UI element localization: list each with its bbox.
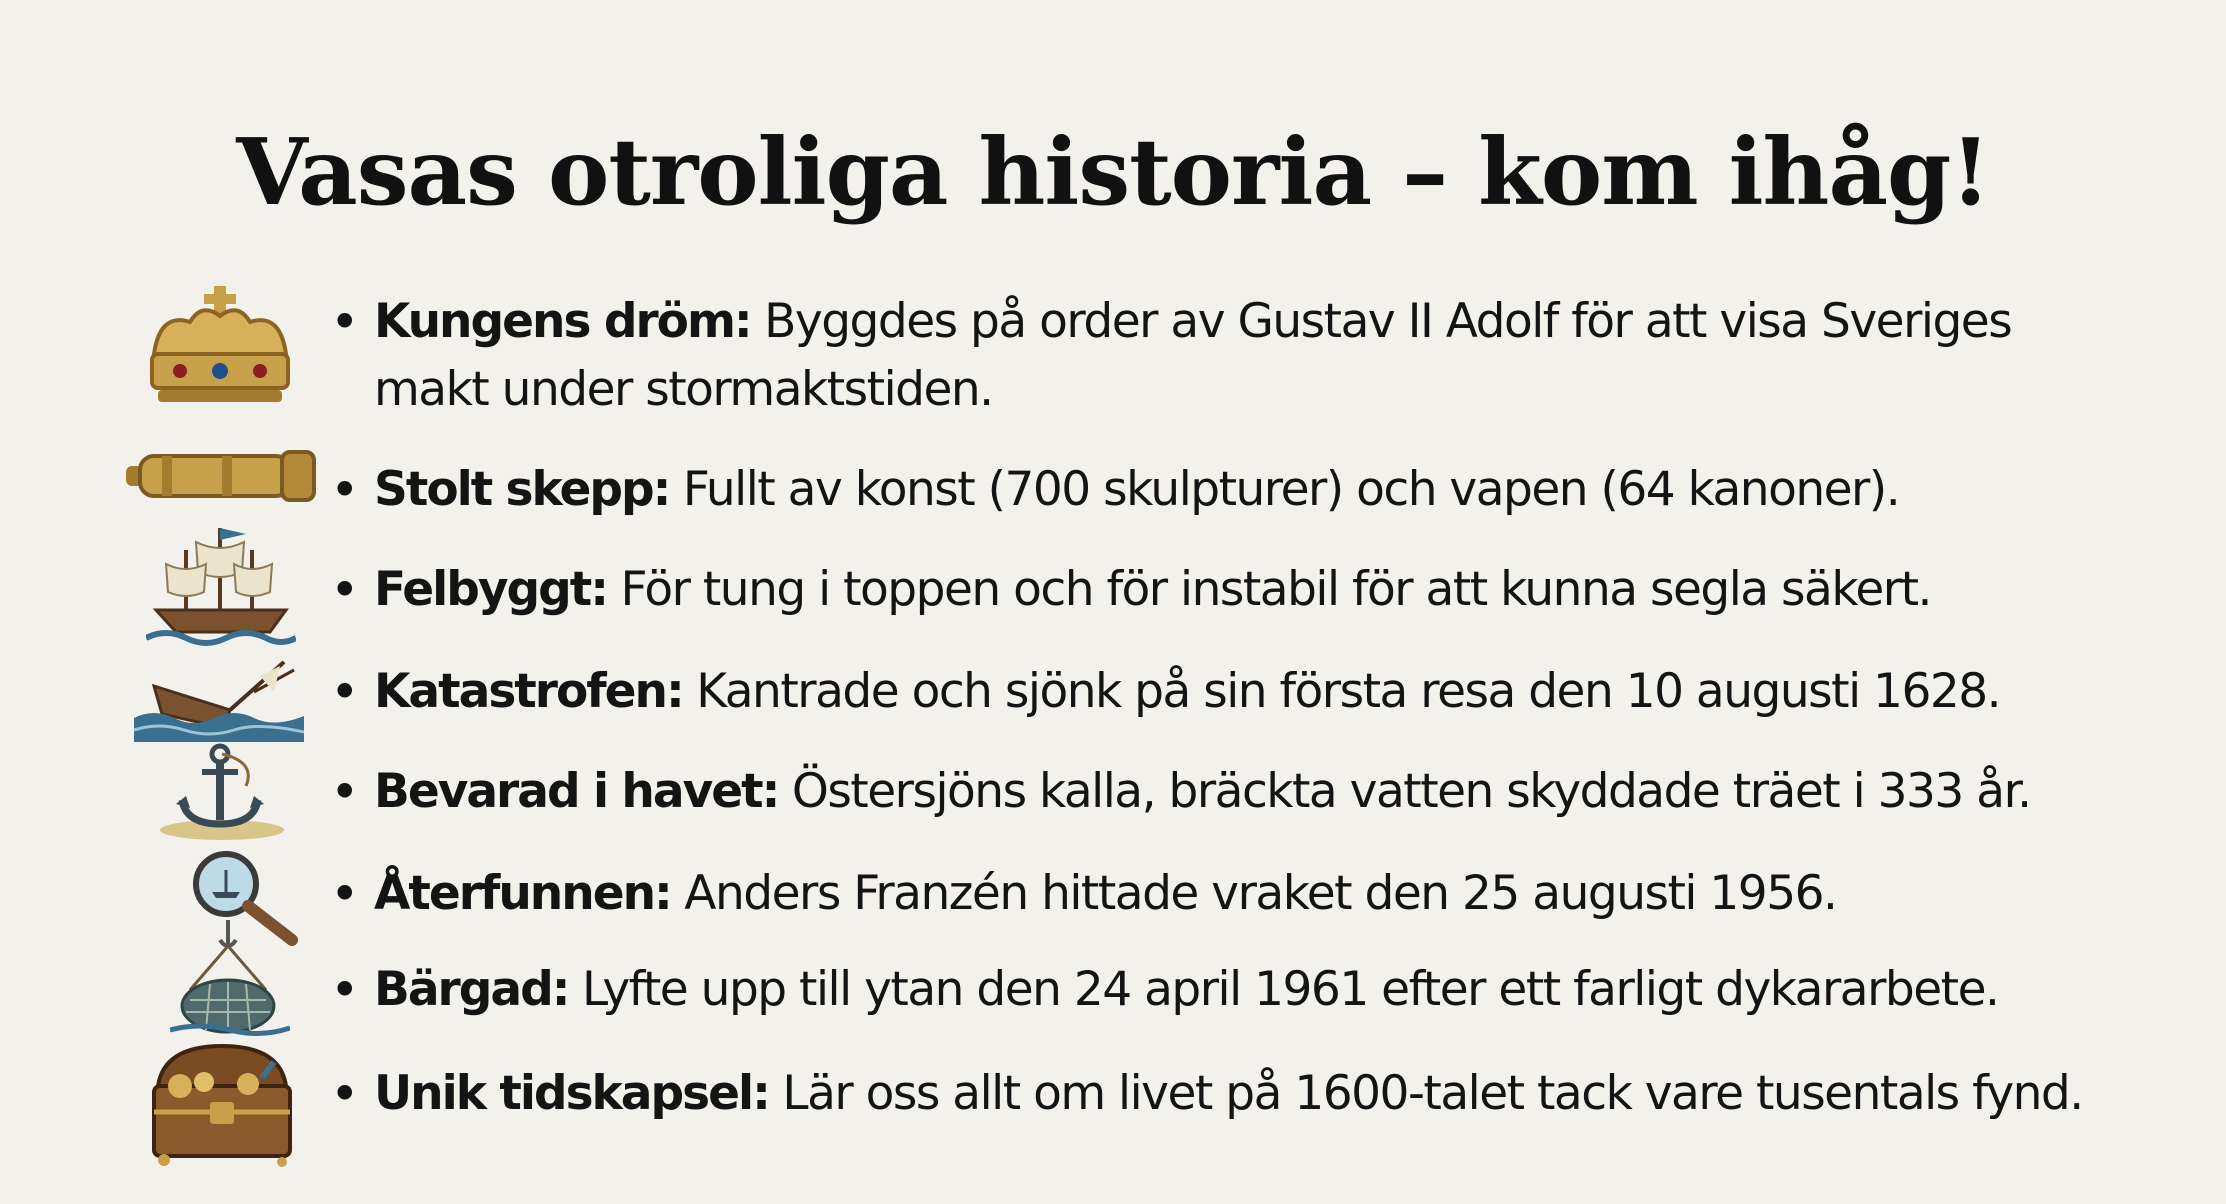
page-title: Vasas otroliga historia – kom ihåg! bbox=[236, 118, 1990, 226]
list-item-description: Fullt av konst (700 skulpturer) och vapen (64 kanoner). bbox=[669, 462, 1900, 517]
list-item-description: Lär oss allt om livet på 1600-talet tack vare tusentals fynd. bbox=[768, 1066, 2083, 1121]
list-item-term: Bärgad: bbox=[374, 962, 569, 1017]
list-item-term: Katastrofen: bbox=[374, 664, 683, 719]
list-item bbox=[330, 456, 2130, 524]
list-item bbox=[330, 1060, 2130, 1128]
list-item-description: Östersjöns kalla, bräckta vatten skyddade träet i 333 år. bbox=[778, 764, 2031, 819]
list-item-term: Kungens dröm: bbox=[374, 294, 751, 349]
list-item-term: Återfunnen: bbox=[374, 866, 671, 921]
list-item-term: Bevarad i havet: bbox=[374, 764, 779, 819]
list-item bbox=[330, 288, 2130, 424]
list-item-text bbox=[374, 758, 2130, 826]
sinking-ship-icon bbox=[134, 652, 304, 742]
list-item-description: Lyfte upp till ytan den 24 april 1961 efter ett farligt dykararbete. bbox=[568, 962, 1999, 1017]
bullet-dot: • bbox=[330, 663, 358, 721]
list-item-text bbox=[374, 556, 2130, 624]
list-item bbox=[330, 556, 2130, 624]
bullet-dot: • bbox=[330, 763, 358, 821]
bullet-dot: • bbox=[330, 1065, 358, 1123]
list-item-text bbox=[374, 956, 2130, 1024]
list-item-text bbox=[374, 1060, 2130, 1128]
list-item-text bbox=[374, 288, 2130, 424]
list-item bbox=[330, 758, 2130, 826]
list-item-term: Felbyggt: bbox=[374, 562, 608, 617]
list-item-description: Kantrade och sjönk på sin första resa den 10 augusti 1628. bbox=[682, 664, 2001, 719]
list-item bbox=[330, 658, 2130, 726]
bullet-dot: • bbox=[330, 865, 358, 923]
bullet-dot: • bbox=[330, 461, 358, 519]
salvage-net-icon bbox=[170, 920, 290, 1040]
list-item bbox=[330, 860, 2130, 928]
bullet-dot: • bbox=[330, 961, 358, 1019]
crown-icon bbox=[140, 282, 300, 412]
list-item-description: Byggdes på order av Gustav II Adolf för att visa Sveriges makt under stormaktstiden. bbox=[374, 294, 2012, 417]
list-item-text bbox=[374, 658, 2130, 726]
cannon-icon bbox=[122, 446, 318, 506]
bullet-dot: • bbox=[330, 561, 358, 619]
list-item bbox=[330, 956, 2130, 1024]
ship-icon bbox=[146, 520, 296, 650]
anchor-icon bbox=[156, 742, 286, 842]
list-item-term: Unik tidskapsel: bbox=[374, 1066, 769, 1121]
list-item-term: Stolt skepp: bbox=[374, 462, 670, 517]
list-item-text bbox=[374, 860, 2130, 928]
treasure-chest-icon bbox=[144, 1042, 300, 1168]
list-item-description: För tung i toppen och för instabil för att kunna segla säkert. bbox=[607, 562, 1931, 617]
bullet-dot: • bbox=[330, 293, 358, 351]
list-item-text bbox=[374, 456, 2130, 524]
list-item-description: Anders Franzén hittade vraket den 25 augusti 1956. bbox=[670, 866, 1837, 921]
